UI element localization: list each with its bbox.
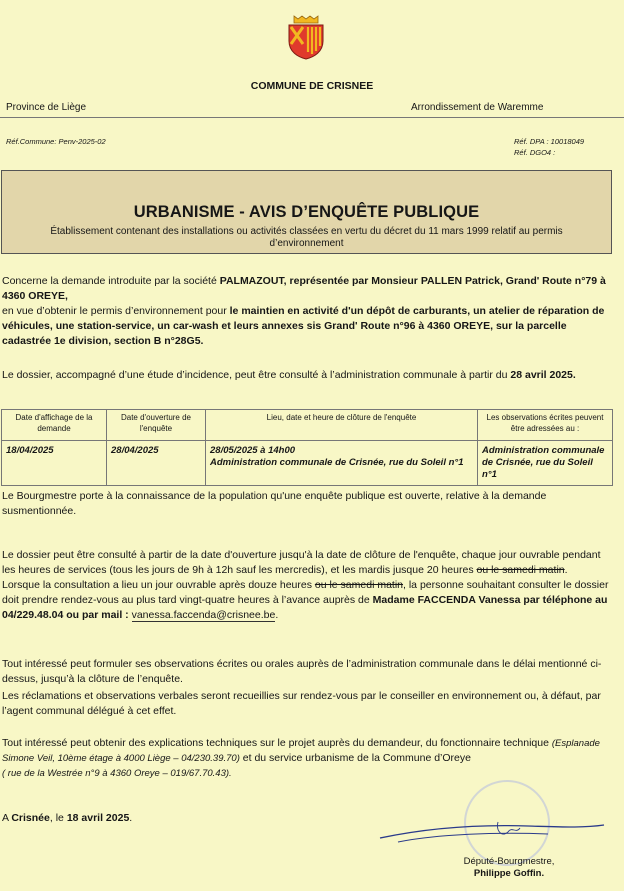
closing-text: A: [2, 812, 12, 824]
table-header-cell: Lieu, date et heure de clôture de l'enquête: [206, 410, 478, 441]
punctuation: .: [275, 609, 279, 621]
paragraph-request: [2, 274, 614, 349]
table-header-cell: Date d'affichage de la demande: [2, 410, 107, 441]
oreye-address: ( rue de la Westrée n°9 à 4360 Oreye – 019/67.70.43).: [2, 768, 232, 779]
paragraph-announcement: Le Bourgmestre porte à la connaissance de la population qu'une enquête publique est ouverte, relative à la demande susmentionnée.: [2, 490, 547, 517]
signatory: [444, 856, 574, 880]
technical-text: Tout intéressé peut obtenir des explications techniques sur le projet auprès du demandeur, du fonctionnaire technique: [2, 737, 552, 749]
notice-title: URBANISME - AVIS D’ENQUÊTE PUBLIQUE: [133, 203, 480, 221]
notice-banner: [1, 170, 612, 254]
paragraph-complaints: Les réclamations et observations verbales seront recueillies sur rendez-vous par le conseiller en environnement ou, à défaut, par l’agent communal délégué à cet effet.: [2, 690, 601, 717]
table-header-cell: Date d'ouverture de l'enquête: [107, 410, 206, 441]
hours-text: Le dossier peut être consulté à partir de la date d'ouverture jusqu'à la date de clôture de l'enquête, chaque jour ouvrable pendant les heures de services (tous les jours de 9h à 12h sauf les mercredis), et les mardis jusque 20 heures: [2, 549, 601, 576]
closing-place-name: Crisnée: [11, 812, 50, 824]
closing-place-date: [206, 441, 478, 486]
technical-text-cont: et du service urbanisme de la Commune d’Oreye: [239, 752, 471, 764]
closing-date: 18 avril 2025: [66, 812, 130, 824]
table-header-row: [2, 410, 613, 441]
consultation-text: Le dossier, accompagné d’une étude d’incidence, peut être consulté à l’administration communale à partir du: [2, 369, 511, 381]
ref-commune: Réf.Commune: Penv-2025-02: [6, 137, 106, 146]
province-label: Province de Liège: [6, 102, 87, 113]
ref-dgo4: Réf. DGO4 :: [514, 148, 556, 157]
paragraph-consultation-start: [2, 368, 614, 383]
struck-text: ou le samedi matin: [314, 579, 404, 591]
ref-block: [514, 136, 584, 158]
signature-place-date: [2, 811, 614, 826]
notice-subtitle: Établissement contenant des installations ou activités classées en vertu du décret du 11 mars 1999 relatif au permis d’environnement: [50, 226, 563, 249]
table-row: [2, 441, 613, 486]
consultation-date: 28 avril 2025.: [510, 369, 576, 381]
paragraph-technical-info: [2, 736, 614, 781]
purpose-text: en vue d’obtenir le permis d’environnement pour: [2, 305, 230, 317]
paragraph-opening-hours: [2, 548, 614, 623]
posting-date: 18/04/2025: [2, 441, 107, 486]
header-divider: [0, 117, 624, 118]
signatory-name: Philippe Goffin.: [473, 868, 545, 879]
project-description: le maintien en activité d'un dépôt de carburants, un atelier de réparation de véhicules, une station-service, un car-wash et leurs annexes sis Grand' Route n°96 à 4360 OREYE, sur la parcelle cadastrée 1e division, section B n°28G5.: [2, 305, 605, 347]
struck-text: ou le samedi matin: [476, 564, 565, 576]
arrondissement-label: Arrondissement de Waremme: [411, 102, 544, 113]
signatory-role: Député-Bourgmestre,: [463, 856, 555, 867]
paragraph-observations: Tout intéressé peut formuler ses observations écrites ou orales auprès de l’administration communale dans le délai mentionné ci-dessus, jusqu’à la clôture de l’enquête.: [2, 658, 602, 685]
technical-official-address: (Esplanade Simone Veil, 10ème étage à 4000 Liège – 04/230.39.70): [2, 738, 600, 764]
observations-address: Administration communale de Crisnée, rue du Soleil n°1: [478, 441, 613, 486]
appointment-text-cont: , la personne souhaitant consulter le dossier doit prendre rendez-vous au plus tard vingt-quatre heures à l’avance auprès de: [2, 579, 609, 606]
punctuation: .: [129, 812, 133, 824]
commune-name: COMMUNE DE CRISNEE: [250, 80, 374, 92]
enquiry-table: [1, 409, 613, 486]
table-header-cell: Les observations écrites peuvent être adressées au :: [478, 410, 613, 441]
appointment-text: Lorsque la consultation a lieu un jour ouvrable après douze heures: [2, 579, 315, 591]
closing-place: Administration communale de Crisnée, rue du Soleil n°1: [210, 457, 464, 468]
commune-crest-icon: [286, 14, 326, 60]
request-text: Concerne la demande introduite par la société: [2, 275, 220, 287]
closing-text: , le: [49, 812, 67, 824]
applicant-name: PALMAZOUT, représentée par Monsieur PALLEN Patrick, Grand' Route n°79 à 4360 OREYE,: [2, 275, 606, 302]
opening-date: 28/04/2025: [107, 441, 206, 486]
contact-email-link[interactable]: vanessa.faccenda@crisnee.be: [131, 609, 276, 621]
contact-person: Madame FACCENDA Vanessa par téléphone au 04/229.48.04 ou par mail :: [2, 594, 608, 621]
punctuation: .: [564, 564, 568, 576]
closing-datetime: 28/05/2025 à 14h00: [210, 445, 296, 456]
ref-dpa: Réf. DPA : 10018049: [514, 137, 585, 146]
